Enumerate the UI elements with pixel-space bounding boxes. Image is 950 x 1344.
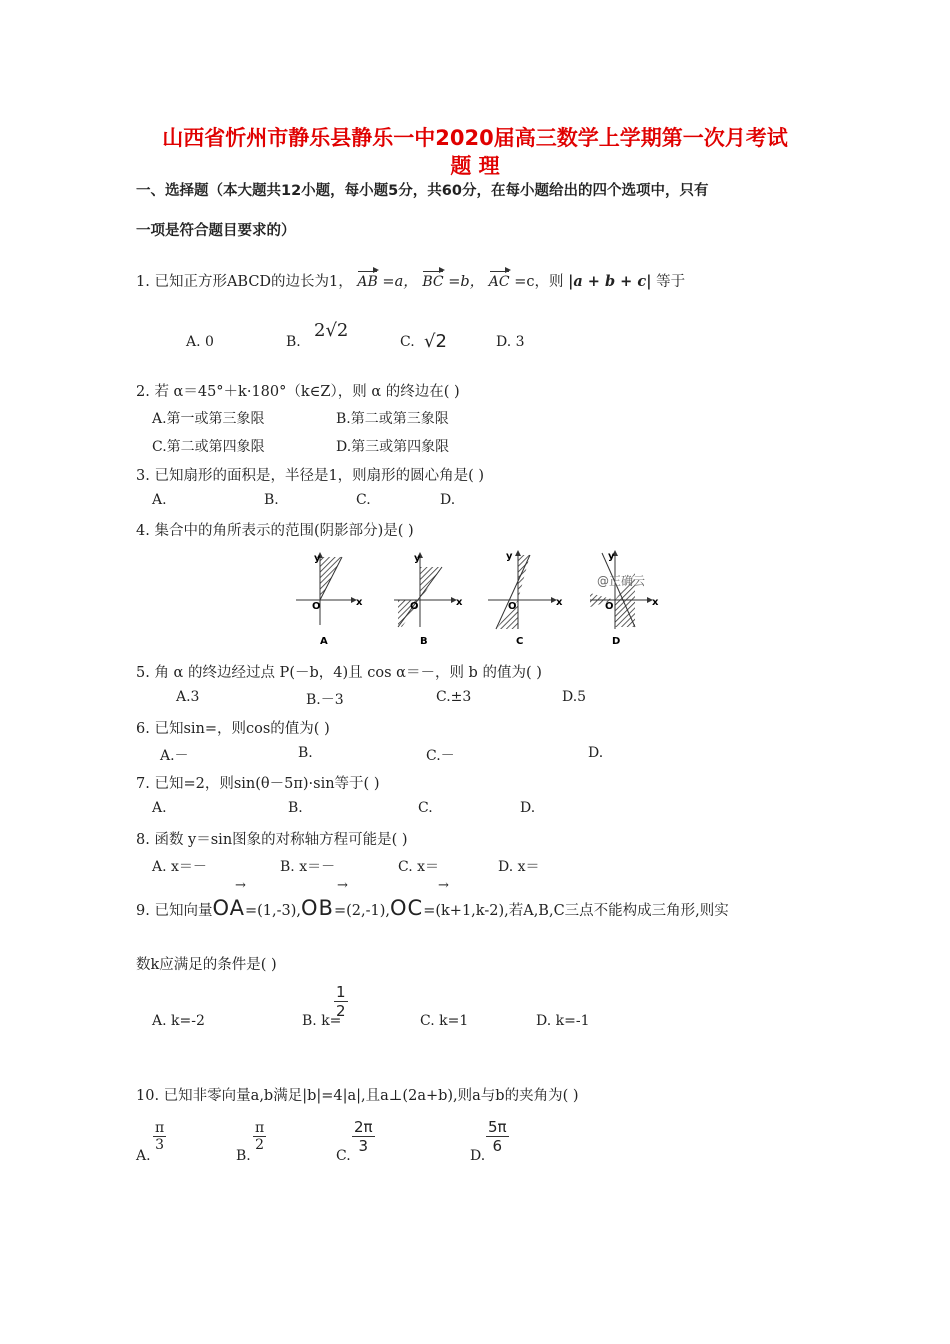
figure-c-origin: O: [508, 601, 517, 612]
q8-option-a: A. x＝－: [152, 859, 207, 875]
q1-option-c: C.: [400, 334, 415, 350]
q1-option-b: B.: [286, 334, 301, 350]
q2-option-b: B.第二或第三象限: [336, 411, 449, 427]
q10-option-b-fraction: $\frac{\pi}{2}$: [255, 1120, 265, 1153]
q9-option-b-fraction: $\frac{1}{2}$: [336, 983, 346, 1020]
figure-a-y-label: y: [314, 553, 321, 564]
q9-option-b: B. k=: [302, 1013, 342, 1029]
q5-option-a: A.3: [176, 689, 200, 705]
page-title-continued: 题 理: [450, 154, 500, 178]
q3-option-d: D.: [440, 492, 456, 508]
q1-option-c-value: √2: [424, 331, 447, 352]
vector-oa-arrow: →: [235, 878, 246, 893]
question-4: 4. 集合中的角所表示的范围(阴影部分)是( ): [136, 523, 414, 539]
q9-option-a: A. k=-2: [152, 1013, 205, 1029]
figure-d-x-label: x: [652, 597, 659, 608]
figure-c-y-label: y: [506, 551, 513, 562]
question-7: 7. 已知=2，则sin(θ－5π)·sin等于( ): [136, 776, 380, 792]
figure-c-label: C: [516, 636, 524, 647]
q1-option-a: A. 0: [186, 334, 214, 350]
q2-option-c: C.第二或第四象限: [152, 439, 265, 455]
question-8: 8. 函数 y＝sin图象的对称轴方程可能是( ): [136, 832, 408, 848]
figure-c-x-label: x: [556, 597, 563, 608]
figure-a-origin: O: [312, 601, 321, 612]
q10-option-c-fraction: $\frac{2\pi}{3}$: [354, 1118, 373, 1155]
q10-option-a: A.: [136, 1148, 151, 1164]
section-heading: 一、选择题（本大题共12小题，每小题5分，共60分，在每小题给出的四个选项中，只有: [136, 183, 709, 199]
figure-b-x-label: x: [456, 597, 463, 608]
vector-ob-arrow: →: [337, 878, 348, 893]
q10-option-d-fraction: $\frac{5\pi}{6}$: [488, 1118, 507, 1155]
q6-option-c: C.－: [426, 748, 455, 764]
question-9-continued: 数k应满足的条件是( ): [136, 957, 277, 973]
q6-option-d: D.: [588, 745, 604, 761]
figure-b: [394, 553, 456, 627]
vector-ab: AB: [357, 274, 378, 290]
vector-bc: BC: [422, 274, 444, 290]
question-2: 2. 若 α＝45°＋k·180°（k∈Z），则 α 的终边在( ): [136, 384, 460, 400]
q2-option-a: A.第一或第三象限: [152, 411, 265, 427]
watermark-text: @正确云: [597, 574, 646, 588]
q8-option-d: D. x＝: [498, 859, 540, 875]
question-1: 1. 已知正方形ABCD的边长为1， AB =a， BC =b， AC =c，则 |a + b + c| 等于: [136, 273, 686, 290]
q9-option-c: C. k=1: [420, 1013, 469, 1029]
question-10: 10. 已知非零向量a,b满足|b|=4|a|,且a⊥(2a+b),则a与b的夹角为( ): [136, 1088, 579, 1104]
q6-option-a: A.－: [160, 748, 189, 764]
figure-d-label: D: [612, 636, 621, 647]
vector-oc: OC: [390, 896, 424, 920]
figure-d-y-label: y: [608, 551, 615, 562]
figure-a-x-label: x: [356, 597, 363, 608]
figure-a-label: A: [320, 636, 328, 647]
q7-option-c: C.: [418, 800, 433, 816]
q2-option-d: D.第三或第四象限: [336, 439, 450, 455]
q10-option-a-fraction: $\frac{\pi}{3}$: [155, 1120, 165, 1153]
question-9: 9. 已知向量OA=(1,-3),OB=(2,-1),OC=(k+1,k-2),若A,B,C三点不能构成三角形,则实: [136, 896, 729, 920]
q5-option-d: D.5: [562, 689, 587, 705]
q6-option-b: B.: [298, 745, 313, 761]
q10-option-b: B.: [236, 1148, 251, 1164]
figure-c: [488, 551, 556, 629]
q10-option-c: C.: [336, 1148, 351, 1164]
figure-b-y-label: y: [414, 553, 421, 564]
q3-option-c: C.: [356, 492, 371, 508]
section-heading-continued: 一项是符合题目要求的）: [136, 223, 296, 239]
q8-option-b: B. x＝－: [280, 859, 336, 875]
abs-expression: |a + b + c|: [568, 273, 652, 290]
q7-option-a: A.: [152, 800, 167, 816]
figure-a: [296, 553, 356, 625]
page-title: 山西省忻州市静乐县静乐一中2020届高三数学上学期第一次月考试: [162, 126, 788, 150]
q9-option-d: D. k=-1: [536, 1013, 590, 1029]
question-6: 6. 已知sin=，则cos的值为( ): [136, 721, 330, 737]
question-5: 5. 角 α 的终边经过点 P(－b，4)且 cos α＝－，则 b 的值为( ): [136, 665, 542, 681]
q3-option-b: B.: [264, 492, 279, 508]
vector-ac: AC: [488, 274, 510, 290]
vector-ob: OB: [301, 896, 334, 920]
figure-d: [590, 551, 652, 629]
figure-b-origin: O: [410, 601, 419, 612]
q7-option-d: D.: [520, 800, 536, 816]
vector-oa: OA: [212, 896, 245, 920]
q5-option-c: C.±3: [436, 689, 472, 705]
q8-option-c: C. x＝: [398, 859, 440, 875]
vector-oc-arrow: →: [438, 878, 449, 893]
figure-b-label: B: [420, 636, 428, 647]
q5-option-b: B.－3: [306, 692, 344, 708]
question-3: 3. 已知扇形的面积是，半径是1，则扇形的圆心角是( ): [136, 468, 485, 484]
q3-option-a: A.: [152, 492, 167, 508]
q10-option-d: D.: [470, 1148, 486, 1164]
q1-option-d: D. 3: [496, 334, 525, 350]
figure-d-origin: O: [605, 601, 614, 612]
q4-figures: [290, 545, 660, 650]
q1-option-b-value: 2√2: [314, 320, 349, 341]
q7-option-b: B.: [288, 800, 303, 816]
